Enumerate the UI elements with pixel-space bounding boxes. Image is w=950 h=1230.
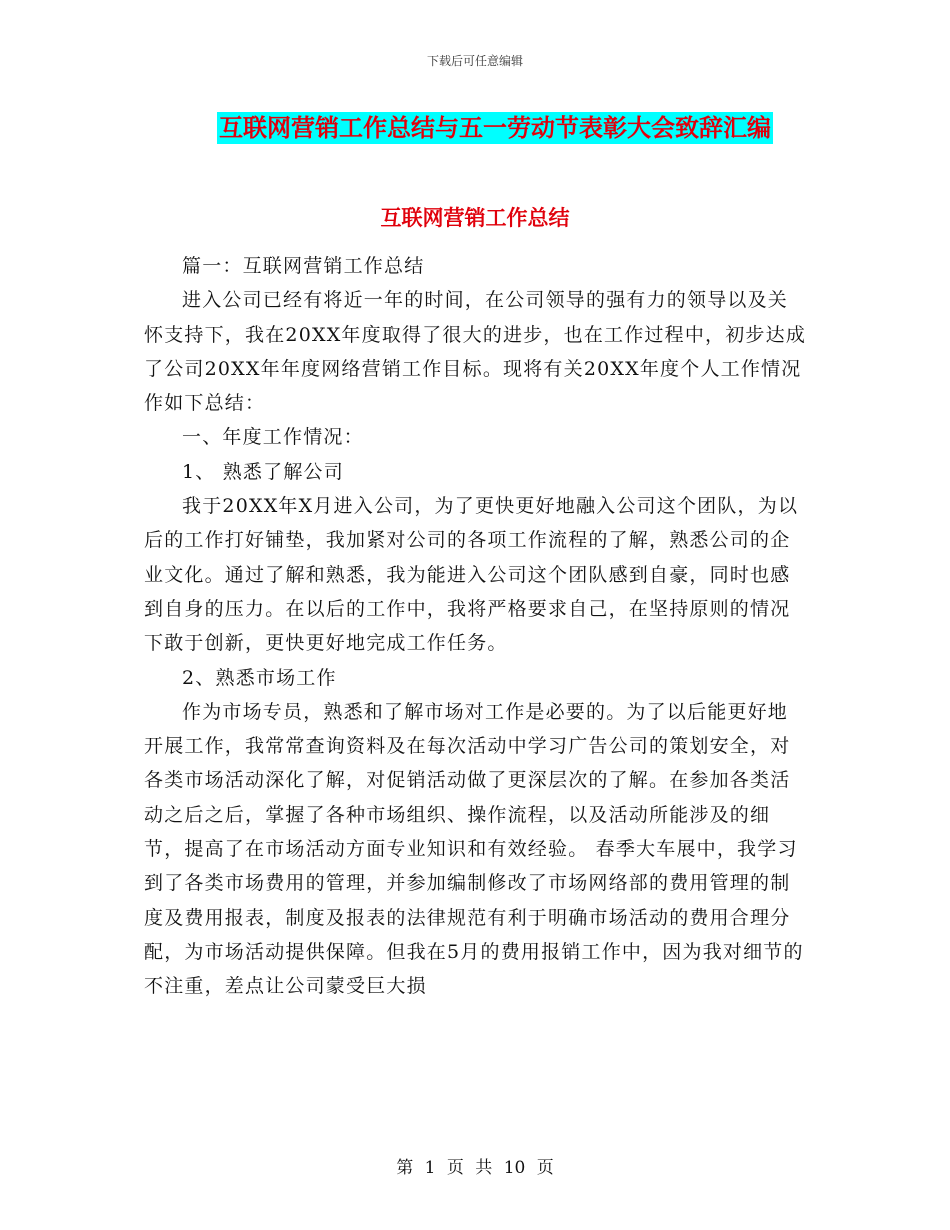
paragraph-subheading-2: 2、熟悉市场工作	[182, 666, 337, 689]
header-note: 下载后可任意编辑	[426, 54, 523, 68]
paragraph-section-heading: 一、年度工作情况：	[182, 426, 364, 449]
paragraph-company-familiarization: 我于20XX年X月进入公司，为了更快更好地融入公司这个团队，为以后的工作打好铺垫，我加紧对公司的各项工作流程的了解，熟悉公司的企业文化。通过了解和熟悉，我为能进入公司这个团队感到自豪，同时也感到自身的压力。在以后的工作中，我将严格要求自己，在坚持原则的情况下敢于创新，更快更好地完成工作任务。	[144, 495, 799, 655]
paragraph-market-work: 作为市场专员，熟悉和了解市场对工作是必要的。为了以后能更好地开展工作，我常常查询资料及在每次活动中学习广告公司的策划安全，对各类市场活动深化了解，对促销活动做了更深层次的了解。在参加各类活动之后之后，掌握了各种市场组织、操作流程，以及活动所能涉及的细节，提高了在市场活动方面专业知识和有效经验。 春季大车展中，我学习到了各类市场费用的管理，并参加编制修改了市场网络部的费用管理的制度及费用报表，制度及报表的法律规范有利于明确市场活动的费用合理分配，为市场活动提供保障。但我在5月的费用报销工作中，因为我对细节的不注重，差点让公司蒙受巨大损	[144, 700, 804, 998]
paragraph-subheading-1: 1、 熟悉了解公司	[182, 460, 344, 483]
document-body	[144, 249, 808, 1004]
section-title: 互联网营销工作总结	[380, 206, 570, 230]
paragraph-intro: 进入公司已经有将近一年的时间，在公司领导的强有力的领导以及关怀支持下，我在20XX年度取得了很大的进步，也在工作过程中，初步达成了公司20XX年年度网络营销工作目标。现将有关20XX年度个人工作情况作如下总结：	[144, 289, 807, 415]
paragraph-chapter-heading: 篇一：互联网营销工作总结	[182, 255, 425, 277]
main-title: 互联网营销工作总结与五一劳动节表彰大会致辞汇编	[219, 114, 771, 142]
main-title-container	[0, 112, 950, 144]
page-footer: 第 1 页 共 10 页	[396, 1158, 554, 1178]
